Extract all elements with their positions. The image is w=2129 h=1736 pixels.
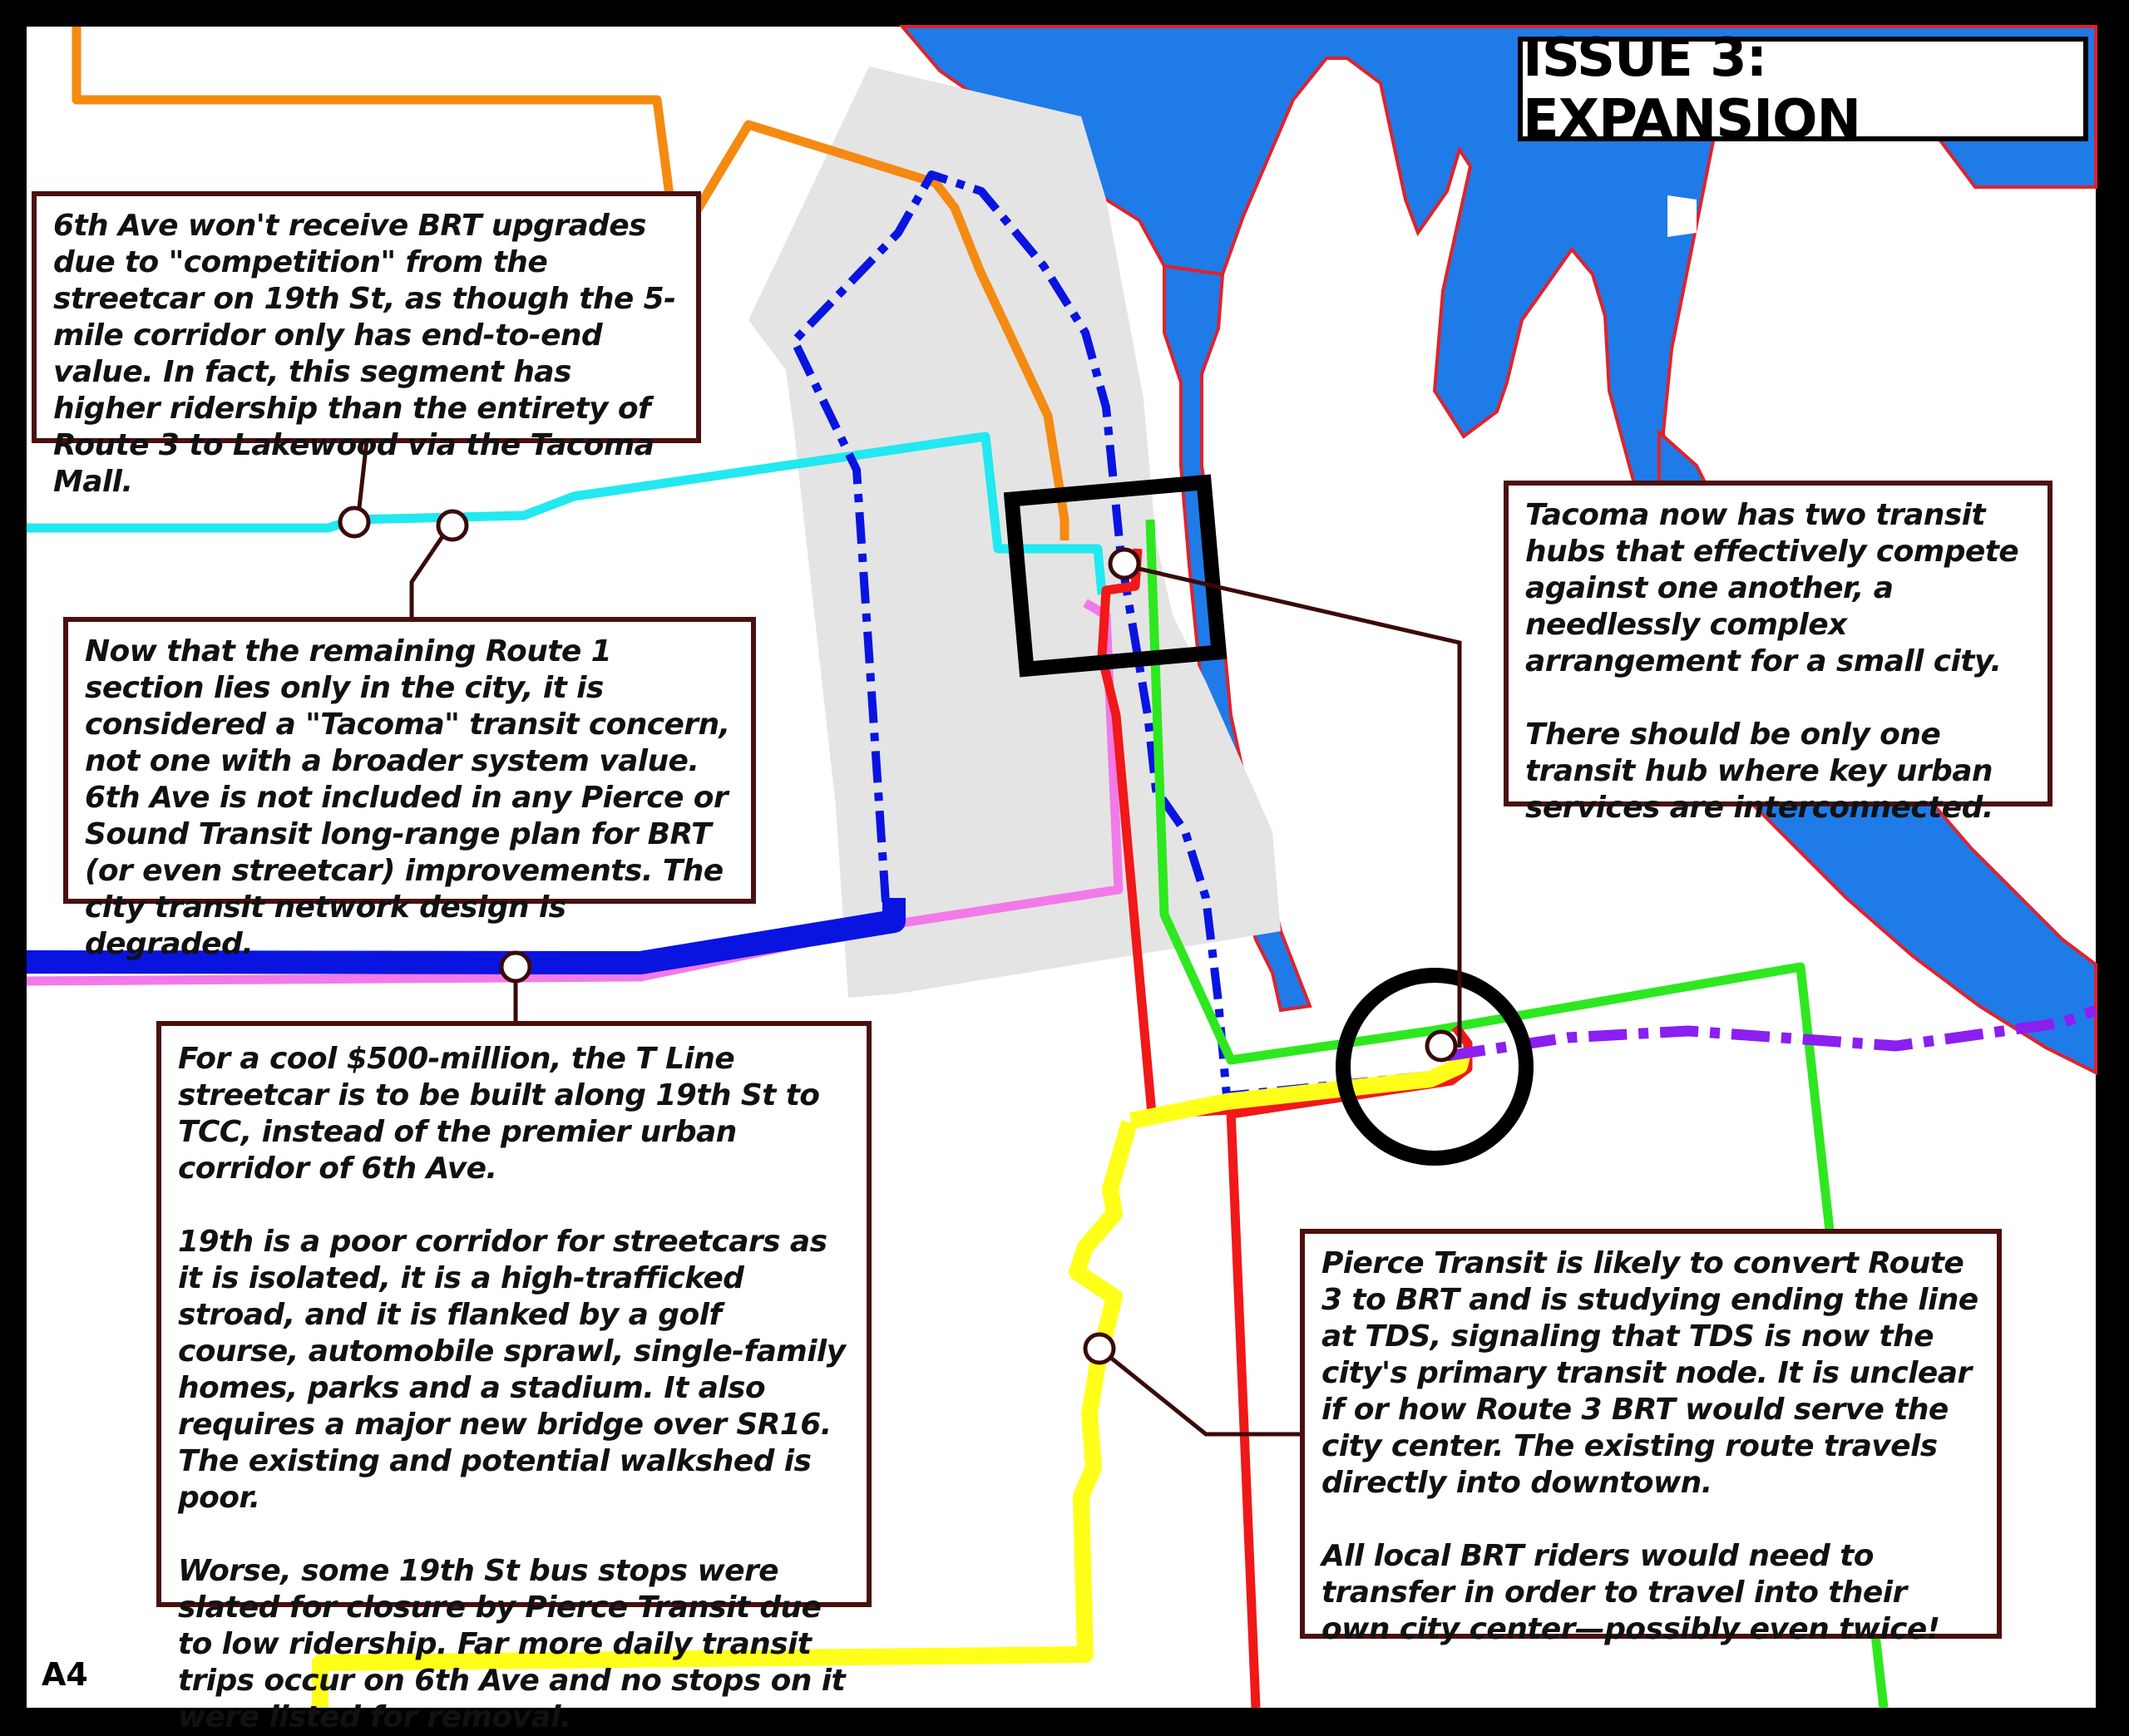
stop-marker-route1: [438, 511, 467, 540]
callout-tline-text-2: 19th is a poor corridor for streetcars as it is isolated, it is a high-trafficked stroad, and it is flanked by a golf course, automobile sprawl, single-family homes, parks and a stadium. It also requires a major new bridge over SR16. The existing and potential walkshed is poor.: [178, 1225, 846, 1515]
callout-sixth-ave: [32, 191, 701, 499]
callout-sixth-ave-text: 6th Ave won't receive BRT upgrades due to "competition" from the streetcar on 19th St, as though the 5-mile corridor only has end-to-end value. In fact, this segment has higher ridership than the entirety of Route 3 to Lakewood via the Tacoma Mall.: [53, 209, 676, 499]
callout-route3: [1300, 1229, 2002, 1646]
pier-water-strip: [1667, 195, 1697, 237]
stop-marker-route3: [1085, 1334, 1114, 1363]
issue-title: ISSUE 3: EXPANSION: [1518, 37, 2088, 141]
callout-route3-text-2: All local BRT riders would need to transfer in order to travel into their own city center—possibly even twice!: [1321, 1539, 1940, 1646]
stop-marker-sixth-ave: [340, 508, 368, 536]
callout-route1: [63, 617, 756, 961]
callout-hubs-text-1: Tacoma now has two transit hubs that effectively compete against one another, a needlessly complex arrangement for a small city.: [1525, 498, 2019, 678]
callout-tline-text-3: Worse, some 19th St bus stops were slated for closure by Pierce Transit due to low ridership. Far more daily transit trips occur on 6th Ave and no stops on it were listed for removal.: [178, 1554, 846, 1734]
callout-route3-text-1: Pierce Transit is likely to convert Route 3 to BRT and is studying ending the line at TDS, signaling that TDS is now the city's primary transit node. It is unclear if or how Route 3 BRT would serve the city center. The existing route travels directly into downtown.: [1321, 1246, 1978, 1500]
callout-hubs-text-2: There should be only one transit hub where key urban services are interconnected.: [1525, 718, 1993, 825]
callout-hubs: [1504, 481, 2052, 825]
callout-tline: [156, 1021, 872, 1734]
page-label: A4: [42, 1656, 88, 1693]
stop-marker-hub: [1110, 550, 1139, 578]
stop-marker-tdn: [1427, 1032, 1455, 1060]
callout-tline-text-1: For a cool $500-million, the T Line streetcar is to be built along 19th St to TCC, instead of the premier urban corridor of 6th Ave.: [178, 1042, 820, 1186]
callout-route1-text: Now that the remaining Route 1 section lies only in the city, it is considered a "Tacoma" transit concern, not one with a broader system value. 6th Ave is not included in any Pierce or Sound Transit long-range plan for BRT (or even streetcar) improvements. The city transit network design is degraded.: [85, 634, 730, 961]
